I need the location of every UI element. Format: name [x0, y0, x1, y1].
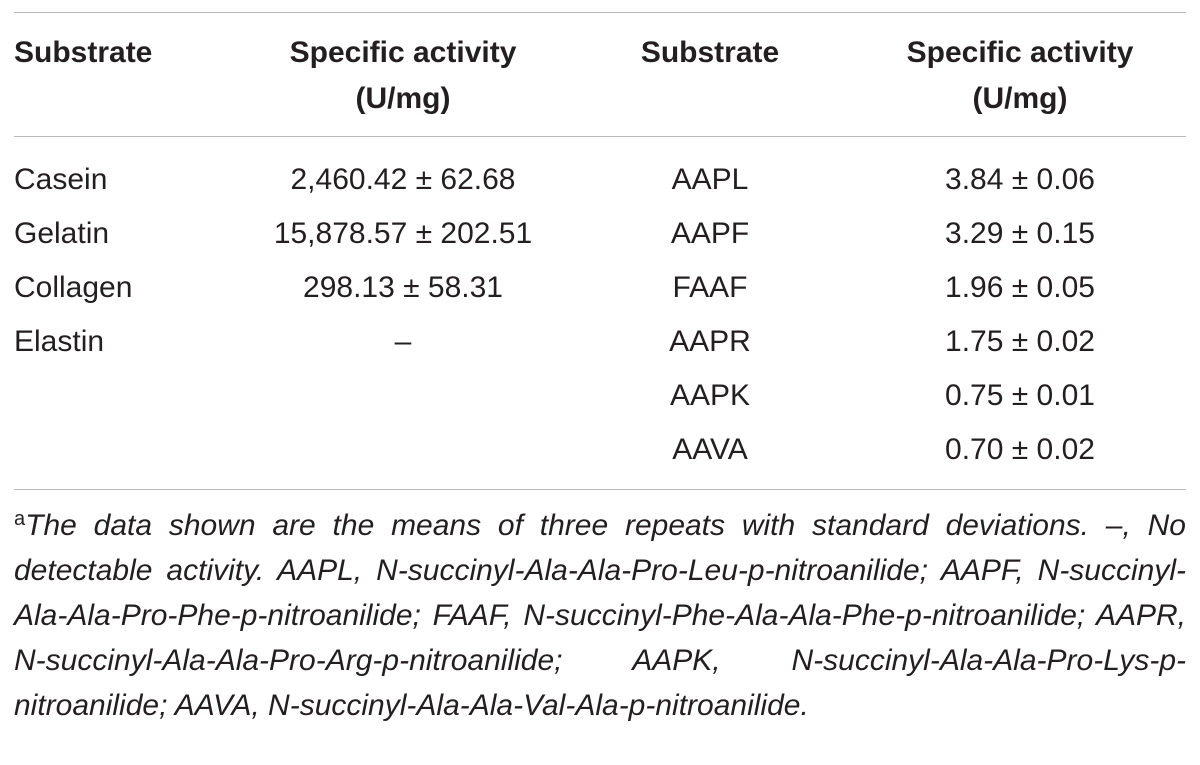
header-substrate-left: Substrate	[14, 36, 153, 69]
header-activity-left-line1: Specific activity	[289, 36, 517, 69]
footnote-text: The data shown are the means of three repeats with standard deviations. –, No detectable activity. AAPL, N-succinyl-Ala-Ala-Pro-Leu-p-nitroanilide; AAPF, N-succinyl-Ala-Ala-Pro-Phe-p-nitroanilide; FAAF, N-succinyl-Phe-Ala-Ala-Phe-p-nitroanilide; AAPR, N-succinyl-Ala-Ala-Pro-Arg-p-nitroanilide; AAPK, N-succinyl-Ala-Ala-Pro-Lys-p-nitroanilide; AAVA, N-succinyl-Ala-Ala-Val-Ala-p-nitroanilide.	[14, 509, 1186, 722]
table-footnote	[14, 503, 1186, 728]
header-activity-right-line1: Specific activity	[906, 36, 1134, 69]
cell-activity-right: 1.96 ± 0.05	[945, 271, 1095, 304]
cell-activity-right: 0.75 ± 0.01	[945, 379, 1095, 412]
cell-activity-right: 1.75 ± 0.02	[945, 325, 1095, 358]
cell-substrate-right: AAPK	[669, 379, 751, 412]
cell-activity-left: –	[394, 325, 412, 358]
cell-activity-left: 2,460.42 ± 62.68	[290, 163, 516, 196]
cell-substrate-left: Collagen	[14, 271, 133, 304]
cell-substrate-right: AAPF	[670, 217, 750, 250]
cell-activity-right: 3.29 ± 0.15	[945, 217, 1095, 250]
cell-substrate-left: Casein	[14, 163, 108, 196]
cell-activity-right: 0.70 ± 0.02	[945, 433, 1095, 466]
footnote-marker: a	[14, 508, 26, 530]
cell-substrate-right: AAPL	[671, 163, 749, 196]
cell-substrate-left: Gelatin	[14, 217, 110, 250]
cell-activity-left: 298.13 ± 58.31	[303, 271, 503, 304]
header-activity-left-line2: (U/mg)	[355, 82, 451, 115]
cell-substrate-right: AAPR	[669, 325, 751, 358]
cell-substrate-right: AAVA	[672, 433, 748, 466]
header-activity-left	[238, 30, 568, 122]
table-top-rule	[14, 12, 1186, 13]
cell-activity-left: 15,878.57 ± 202.51	[273, 217, 533, 250]
cell-substrate-left: Elastin	[14, 325, 105, 358]
table-bottom-rule	[14, 489, 1186, 490]
header-activity-right-line2: (U/mg)	[972, 82, 1068, 115]
header-substrate-right: Substrate	[640, 36, 780, 69]
table-header-rule	[14, 136, 1186, 137]
cell-activity-right: 3.84 ± 0.06	[945, 163, 1095, 196]
cell-substrate-right: FAAF	[672, 271, 748, 304]
header-activity-right	[860, 30, 1180, 122]
